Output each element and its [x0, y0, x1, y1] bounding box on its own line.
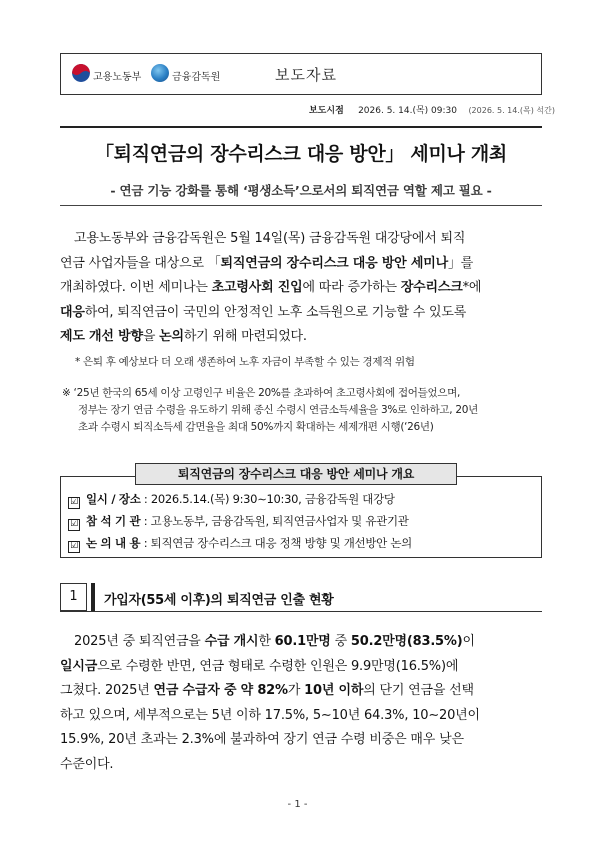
withdrawal-status-paragraph: [60, 630, 542, 777]
overview-row-datetime: ☑ 일시 / 장소 : 2026.5.14.(목) 9:30∼10:30, 금융감독원 대강당: [68, 491, 395, 509]
body-line-3: 그쳤다. 2025년 연금 수급자 중 약 82%가 10년 이하의 단기 연금을 선택: [60, 683, 474, 698]
title-rule-top: [60, 126, 542, 128]
fss-logo-text: 금융감독원: [172, 72, 221, 83]
body-line-5: 15.9%, 20년 초과는 2.3%에 불과하여 장기 연금 수령 비중은 매우 낮은: [60, 732, 464, 747]
moel-logo-text: 고용노동부: [93, 72, 142, 83]
footnote-tax-reform: ※ ‘25년 한국의 65세 이상 고령인구 비율은 20%를 초과하여 초고령사회에 접어들었으며, 정부는 장기 연금 수령을 유도하기 위해 종신 수령시 연금소득세율을 3%로 인하하고, 20년 초과 수령시 퇴직소득세 감면율을 최대 50%까지 확대하는 세제개편 시행(‘26년): [62, 387, 478, 433]
body-line-1: 2025년 중 퇴직연금을 수급 개시한 60.1만명 중 50.2만명(83.5%)이: [74, 634, 475, 649]
checkbox-checked-icon: ☑: [68, 497, 80, 509]
overview-row-attendees: ☑ 참 석 기 관 : 고용노동부, 금융감독원, 퇴직연금사업자 및 유관기관: [68, 513, 409, 531]
intro-line-2: 연금 사업자들을 대상으로 「퇴직연금의 장수리스크 대응 방안 세미나」를: [60, 255, 474, 271]
embargo-label: 보도시점: [308, 106, 344, 116]
intro-line-5: 제도 개선 방향을 논의하기 위해 마련되었다.: [60, 329, 307, 344]
moel-logo-icon: [72, 64, 90, 82]
overview-row-agenda: ☑ 논 의 내 용 : 퇴직연금 장수리스크 대응 정책 방향 및 개선방안 논의: [68, 535, 412, 553]
intro-line-4: 대응하여, 퇴직연금이 국민의 안정적인 노후 소득원으로 기능할 수 있도록: [60, 304, 467, 320]
seminar-overview-title: 퇴직연금의 장수리스크 대응 방안 세미나 개요: [135, 463, 457, 485]
body-line-6: 수준이다.: [60, 756, 114, 772]
section-1-bar: [91, 583, 95, 611]
footnote-longevity-risk: * 은퇴 후 예상보다 더 오래 생존하여 노후 자금이 부족할 수 있는 경제적 위험: [75, 356, 415, 368]
body-line-4: 하고 있으며, 세부적으로는 5년 이하 17.5%, 5∼10년 64.3%, 10∼20년이: [60, 707, 480, 723]
checkbox-checked-icon: ☑: [68, 541, 80, 553]
section-1-number: 1: [60, 583, 87, 611]
press-release-label: 보도자료: [275, 66, 337, 84]
intro-line-3: 개최하였다. 이번 세미나는 초고령사회 진입에 따라 증가하는 장수리스크*에: [60, 280, 482, 295]
embargo-line: [0, 103, 555, 116]
fss-logo-icon: [151, 64, 169, 82]
intro-paragraph: [60, 227, 542, 350]
section-1-title: 가입자(55세 이후)의 퇴직연금 인출 현황: [104, 593, 334, 608]
page-number: - 1 -: [287, 799, 308, 810]
page-title: 「퇴직연금의 장수리스크 대응 방안」 세미나 개최: [94, 143, 507, 165]
intro-line-1: 고용노동부와 금융감독원은 5월 14일(목) 금융감독원 대강당에서 퇴직: [74, 231, 466, 246]
page-subtitle: - 연금 기능 강화를 통해 ‘평생소득’으로서의 퇴직연금 역할 제고 필요 -: [110, 183, 492, 198]
title-rule-bottom: [60, 205, 542, 206]
body-line-2: 일시금으로 수령한 반면, 연금 형태로 수령한 인원은 9.9만명(16.5%)에: [60, 658, 459, 674]
checkbox-checked-icon: ☑: [68, 519, 80, 531]
embargo-note: (2026. 5. 14.(목) 석간): [468, 106, 555, 115]
embargo-time: 2026. 5. 14.(목) 09:30: [358, 106, 457, 116]
